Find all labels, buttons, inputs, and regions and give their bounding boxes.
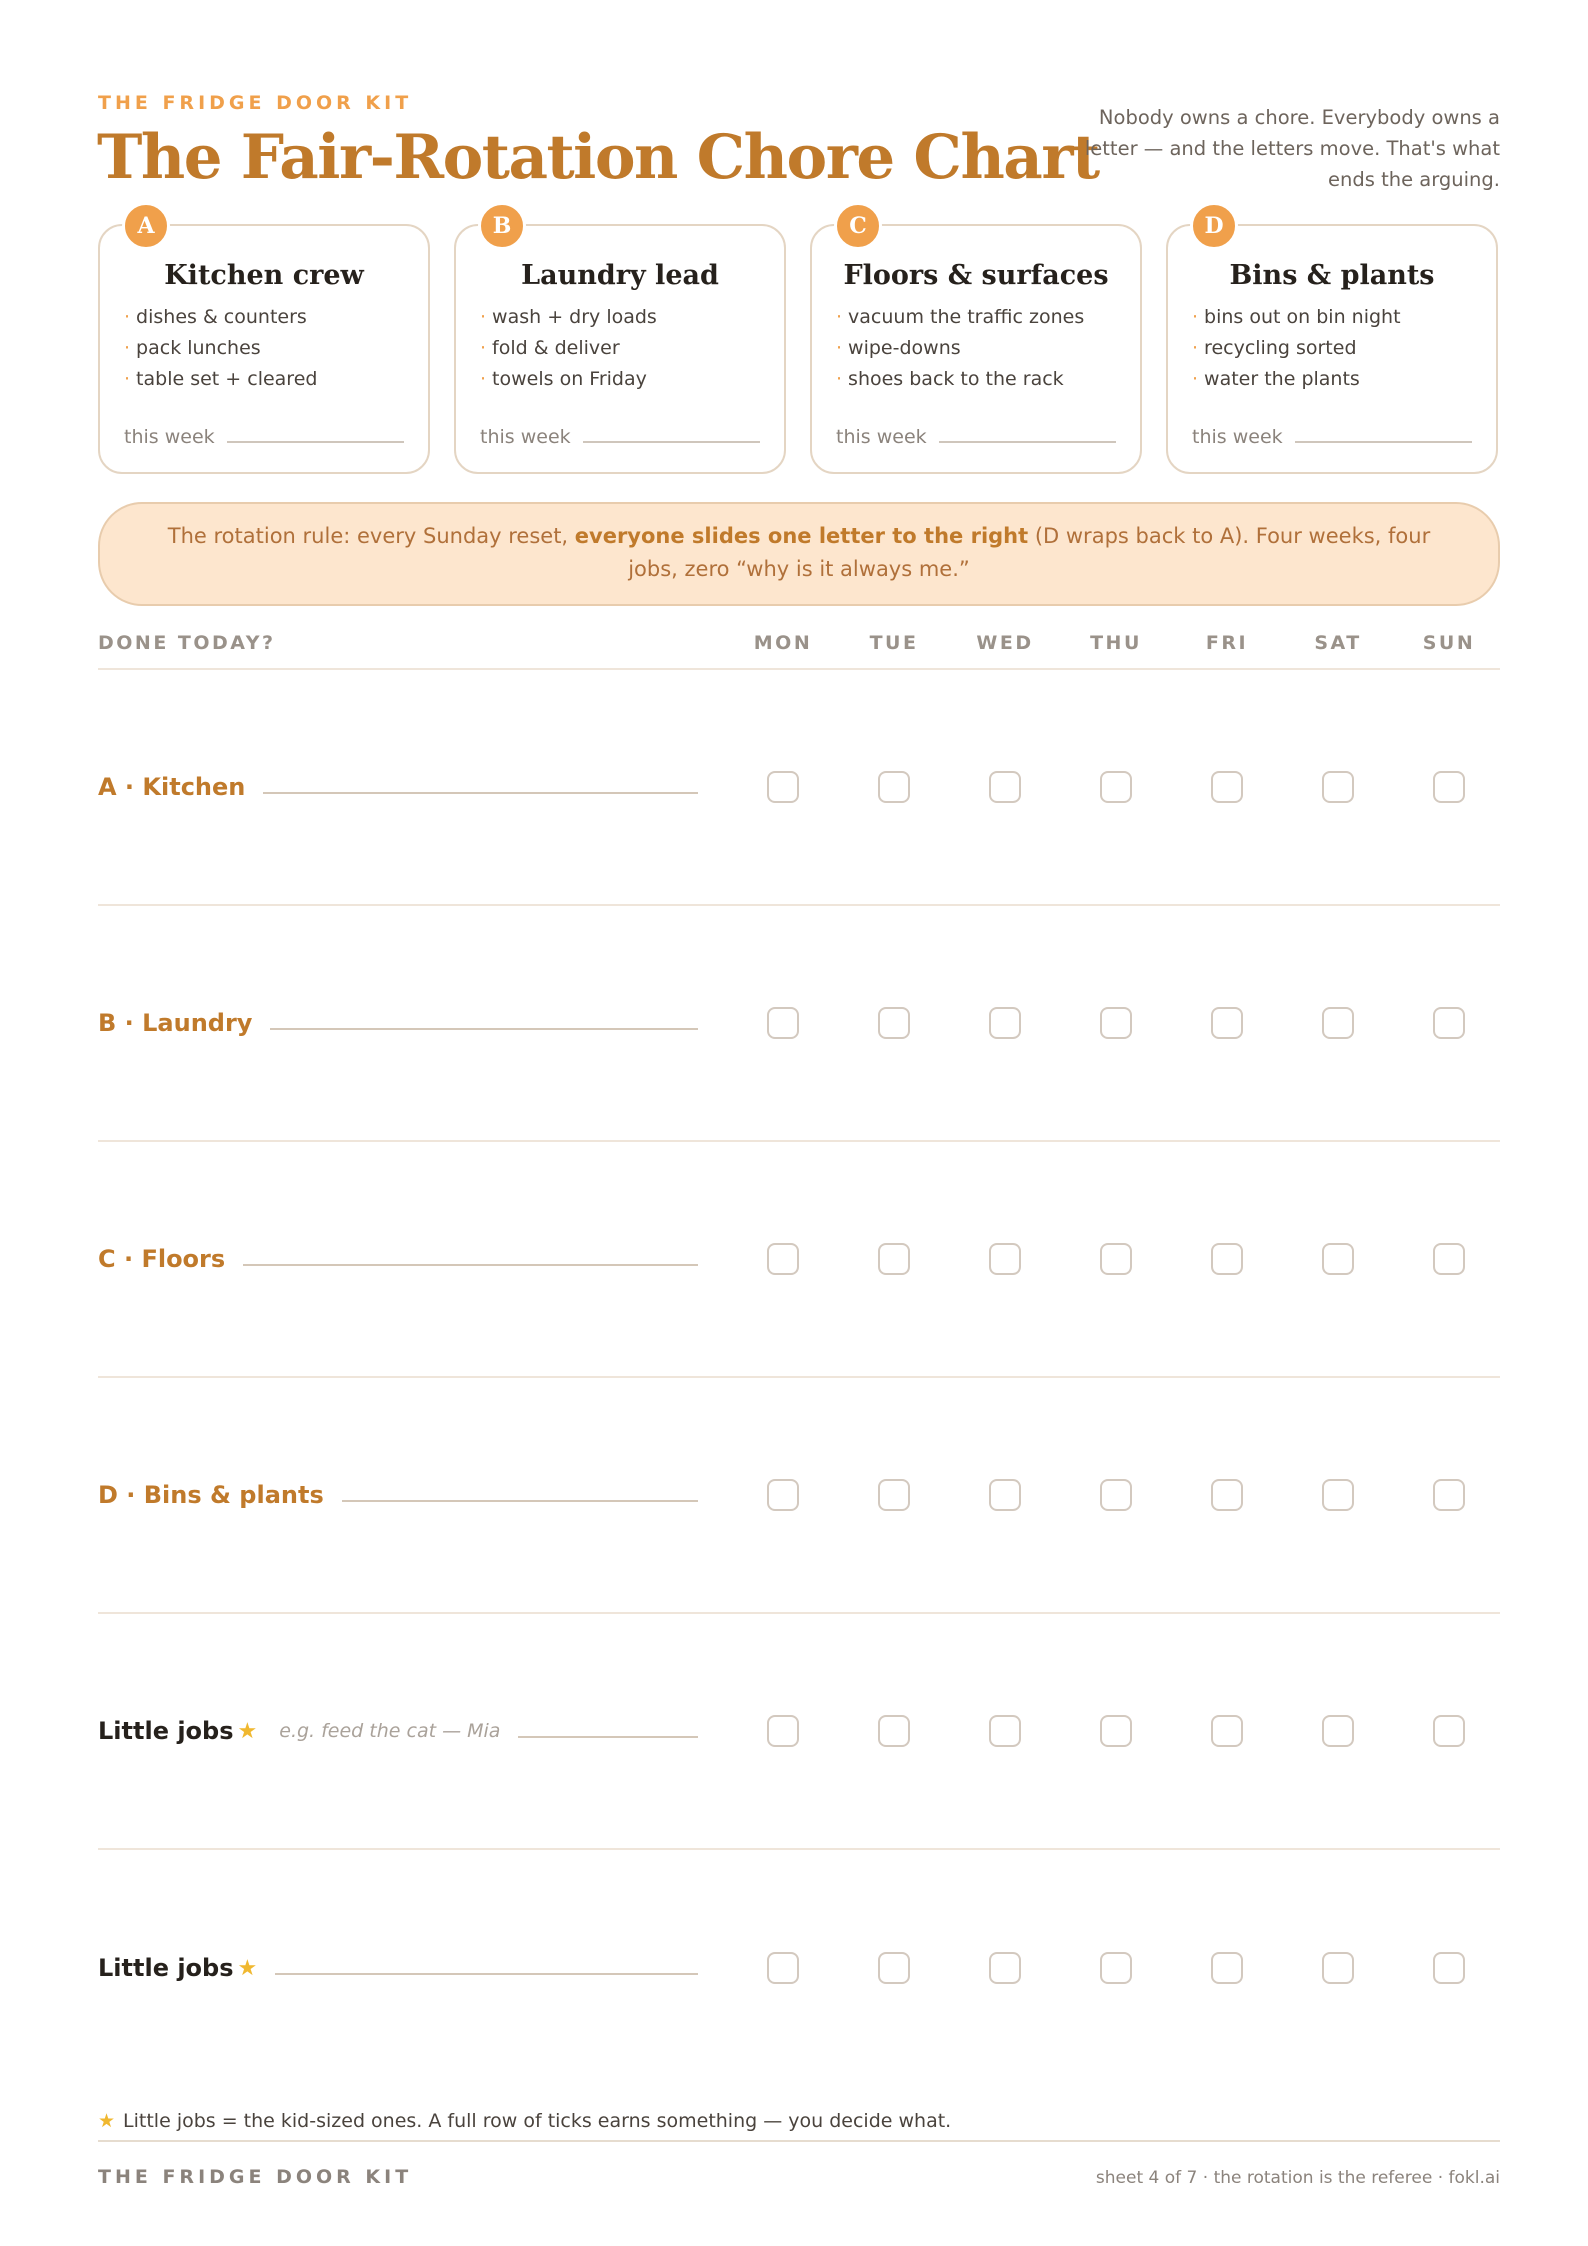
day-header: WED bbox=[976, 632, 1034, 654]
star-icon: ★ bbox=[98, 2110, 116, 2132]
card-item: · wipe-downs bbox=[836, 337, 961, 359]
card-item: · water the plants bbox=[1192, 368, 1360, 390]
write-in-line[interactable] bbox=[1295, 441, 1472, 443]
write-in-line[interactable] bbox=[939, 441, 1116, 443]
checkbox-mon[interactable] bbox=[767, 1952, 799, 1984]
this-week-label: this week bbox=[480, 426, 571, 448]
row-label-group bbox=[98, 1614, 698, 1848]
write-in-line[interactable] bbox=[583, 441, 760, 443]
checkbox-wed[interactable] bbox=[989, 1007, 1021, 1039]
card-item: · shoes back to the rack bbox=[836, 368, 1064, 390]
letter-badge: C bbox=[834, 202, 882, 250]
this-week-field[interactable] bbox=[1192, 426, 1472, 448]
row-label: Little jobs bbox=[98, 1954, 234, 1982]
row-label: B · Laundry bbox=[98, 1009, 253, 1037]
footer-credit: sheet 4 of 7 · the rotation is the referee · fokl.ai bbox=[1095, 2168, 1500, 2188]
checkbox-sat[interactable] bbox=[1322, 1007, 1354, 1039]
rule-emphasis: everyone slides one letter to the right bbox=[574, 524, 1029, 548]
checkbox-mon[interactable] bbox=[767, 1243, 799, 1275]
checkbox-sun[interactable] bbox=[1433, 1243, 1465, 1275]
this-week-label: this week bbox=[124, 426, 215, 448]
card-title: Kitchen crew bbox=[164, 260, 364, 291]
card-item: · recycling sorted bbox=[1192, 337, 1357, 359]
checkbox-mon[interactable] bbox=[767, 1479, 799, 1511]
row-label: D · Bins & plants bbox=[98, 1481, 324, 1509]
this-week-label: this week bbox=[1192, 426, 1283, 448]
letter-badge: D bbox=[1190, 202, 1238, 250]
chore-row bbox=[98, 670, 1500, 906]
name-write-in-line[interactable] bbox=[263, 792, 698, 794]
card-items bbox=[1192, 302, 1401, 395]
star-icon: ★ bbox=[237, 1955, 258, 1981]
checkbox-sun[interactable] bbox=[1433, 1007, 1465, 1039]
checkbox-mon[interactable] bbox=[767, 771, 799, 803]
checkbox-wed[interactable] bbox=[989, 771, 1021, 803]
this-week-field[interactable] bbox=[480, 426, 760, 448]
checkbox-sat[interactable] bbox=[1322, 1479, 1354, 1511]
this-week-field[interactable] bbox=[124, 426, 404, 448]
checkbox-fri[interactable] bbox=[1211, 1715, 1243, 1747]
checkbox-sun[interactable] bbox=[1433, 771, 1465, 803]
day-header: TUE bbox=[869, 632, 919, 654]
checkbox-sat[interactable] bbox=[1322, 1715, 1354, 1747]
write-in-line[interactable] bbox=[227, 441, 404, 443]
checkbox-thu[interactable] bbox=[1100, 771, 1132, 803]
rule-suffix: (D wraps back to A). Four weeks, four jobs, zero “why is it always me.” bbox=[628, 524, 1431, 581]
name-write-in-line[interactable] bbox=[275, 1973, 698, 1975]
day-header: FRI bbox=[1205, 632, 1249, 654]
card-a bbox=[98, 213, 430, 474]
card-item: · bins out on bin night bbox=[1192, 306, 1401, 328]
checkbox-fri[interactable] bbox=[1211, 1479, 1243, 1511]
checkbox-thu[interactable] bbox=[1100, 1479, 1132, 1511]
checkbox-wed[interactable] bbox=[989, 1952, 1021, 1984]
name-write-in-line[interactable] bbox=[243, 1264, 698, 1266]
day-header: MON bbox=[753, 632, 813, 654]
letter-badge: B bbox=[478, 202, 526, 250]
checkbox-wed[interactable] bbox=[989, 1243, 1021, 1275]
rule-prefix: The rotation rule: every Sunday reset, bbox=[167, 524, 575, 548]
checkbox-tue[interactable] bbox=[878, 1243, 910, 1275]
checkbox-sat[interactable] bbox=[1322, 1952, 1354, 1984]
checkbox-sat[interactable] bbox=[1322, 771, 1354, 803]
checkbox-tue[interactable] bbox=[878, 1952, 910, 1984]
card-title: Bins & plants bbox=[1229, 260, 1435, 291]
footer-brand: THE FRIDGE DOOR KIT bbox=[98, 2166, 413, 2188]
this-week-label: this week bbox=[836, 426, 927, 448]
card-item: · fold & deliver bbox=[480, 337, 620, 359]
letter-badge: A bbox=[122, 202, 170, 250]
done-today-label: DONE TODAY? bbox=[98, 632, 276, 654]
row-label-group bbox=[98, 1850, 698, 2086]
checkbox-thu[interactable] bbox=[1100, 1715, 1132, 1747]
checkbox-tue[interactable] bbox=[878, 1715, 910, 1747]
checkbox-fri[interactable] bbox=[1211, 1007, 1243, 1039]
checkbox-sun[interactable] bbox=[1433, 1479, 1465, 1511]
checkbox-sat[interactable] bbox=[1322, 1243, 1354, 1275]
day-header: SUN bbox=[1422, 632, 1476, 654]
card-title: Laundry lead bbox=[521, 260, 719, 291]
row-label: A · Kitchen bbox=[98, 773, 246, 801]
row-label: Little jobs bbox=[98, 1717, 234, 1745]
checkbox-fri[interactable] bbox=[1211, 771, 1243, 803]
checkbox-wed[interactable] bbox=[989, 1479, 1021, 1511]
row-label-group bbox=[98, 1378, 698, 1612]
checkbox-fri[interactable] bbox=[1211, 1952, 1243, 1984]
checkbox-wed[interactable] bbox=[989, 1715, 1021, 1747]
card-d bbox=[1166, 213, 1498, 474]
checkbox-thu[interactable] bbox=[1100, 1952, 1132, 1984]
card-items bbox=[480, 302, 657, 395]
chore-row bbox=[98, 1614, 1500, 1850]
row-label-group bbox=[98, 670, 698, 904]
name-write-in-line[interactable] bbox=[342, 1500, 698, 1502]
name-write-in-line[interactable] bbox=[518, 1736, 698, 1738]
day-header: THU bbox=[1090, 632, 1142, 654]
checkbox-tue[interactable] bbox=[878, 1007, 910, 1039]
card-c bbox=[810, 213, 1142, 474]
row-label-group bbox=[98, 906, 698, 1140]
card-item: · table set + cleared bbox=[124, 368, 318, 390]
card-items bbox=[836, 302, 1084, 395]
card-title: Floors & surfaces bbox=[843, 260, 1109, 291]
footnote-text: Little jobs = the kid-sized ones. A full row of ticks earns something — you decide what. bbox=[123, 2110, 952, 2132]
chore-row bbox=[98, 1142, 1500, 1378]
checkbox-tue[interactable] bbox=[878, 771, 910, 803]
chore-row bbox=[98, 906, 1500, 1142]
this-week-field[interactable] bbox=[836, 426, 1116, 448]
checkbox-sun[interactable] bbox=[1433, 1715, 1465, 1747]
brand-label: THE FRIDGE DOOR KIT bbox=[98, 92, 413, 114]
card-item: · pack lunches bbox=[124, 337, 261, 359]
checkbox-mon[interactable] bbox=[767, 1007, 799, 1039]
checkbox-fri[interactable] bbox=[1211, 1243, 1243, 1275]
role-cards bbox=[98, 213, 1500, 474]
checkbox-mon[interactable] bbox=[767, 1715, 799, 1747]
checkbox-sun[interactable] bbox=[1433, 1952, 1465, 1984]
checkbox-tue[interactable] bbox=[878, 1479, 910, 1511]
day-header: SAT bbox=[1314, 632, 1362, 654]
intro-text: Nobody owns a chore. Everybody owns a letter — and the letters move. That's what ends the arguing. bbox=[1084, 106, 1500, 191]
chore-row bbox=[98, 1850, 1500, 2086]
footnote bbox=[98, 2110, 951, 2132]
name-write-in-line[interactable] bbox=[270, 1028, 698, 1030]
checkbox-thu[interactable] bbox=[1100, 1243, 1132, 1275]
card-item: · wash + dry loads bbox=[480, 306, 657, 328]
chore-row bbox=[98, 1378, 1500, 1614]
row-label: C · Floors bbox=[98, 1245, 226, 1273]
row-label-group bbox=[98, 1142, 698, 1376]
star-icon: ★ bbox=[237, 1718, 258, 1744]
card-items bbox=[124, 302, 317, 395]
checkbox-thu[interactable] bbox=[1100, 1007, 1132, 1039]
rotation-rule-banner bbox=[98, 502, 1500, 606]
card-b bbox=[454, 213, 786, 474]
footer-divider bbox=[98, 2140, 1500, 2142]
card-item: · towels on Friday bbox=[480, 368, 647, 390]
table-header bbox=[98, 628, 1500, 670]
row-hint: e.g. feed the cat — Mia bbox=[279, 1720, 501, 1742]
page-title: The Fair-Rotation Chore Chart bbox=[97, 122, 1099, 193]
card-item: · dishes & counters bbox=[124, 306, 307, 328]
card-item: · vacuum the traffic zones bbox=[836, 306, 1085, 328]
